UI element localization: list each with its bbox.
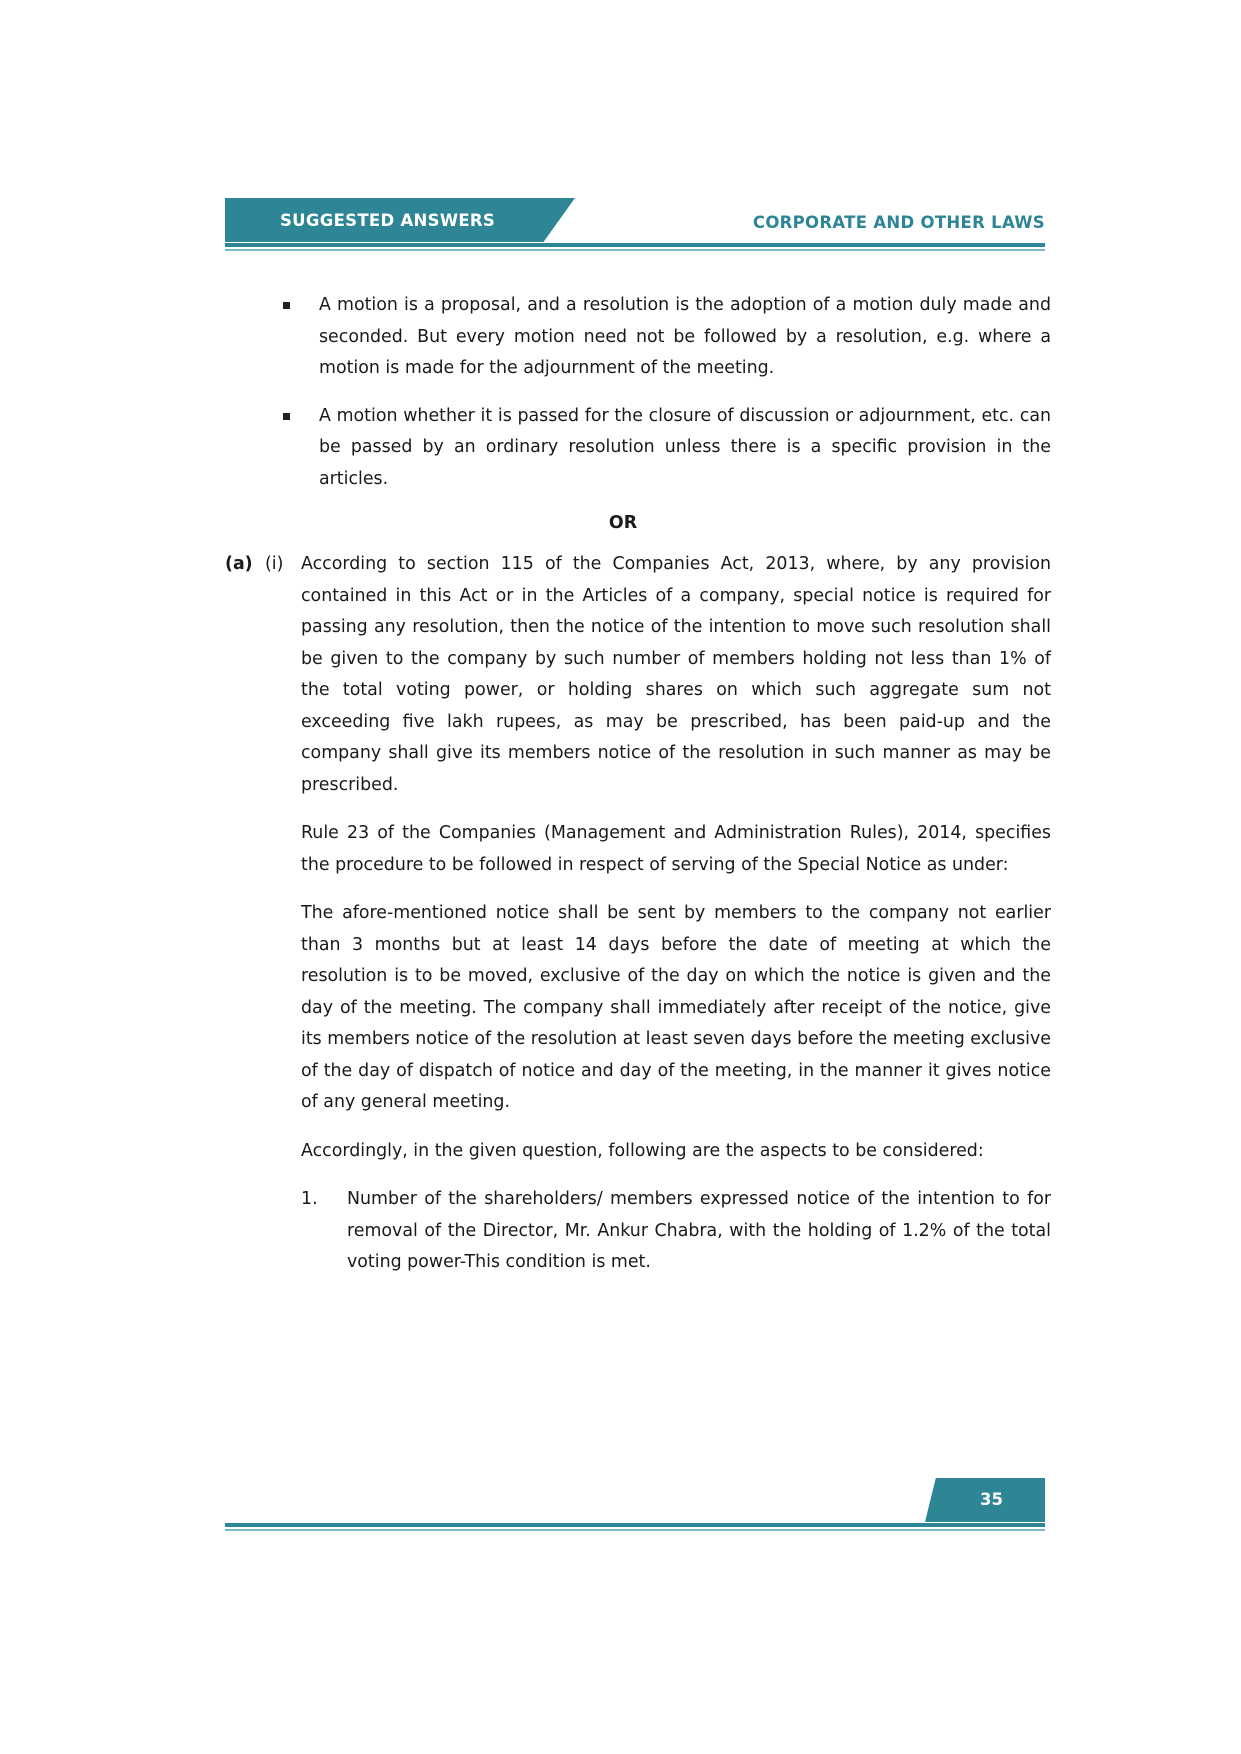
list-item-number: 1. [301, 1189, 318, 1209]
paragraph: The afore-mentioned notice shall be sent by members to the company not earlier than 3 months but at least 14 days before the date of meeting at which the resolution is to be moved, exclusive of the day on which the notice is given and the day of the meeting. The company shall immediately after receipt of the notice, give its members notice of the resolution at least seven days before the meeting exclusive of the day of dispatch of notice and day of the meeting, in the manner it gives notice of any general meeting. [301, 903, 1051, 1112]
square-bullet-icon [283, 413, 290, 420]
footer-divider-secondary [225, 1529, 1045, 1531]
list-item [225, 401, 1051, 496]
header-right-title: CORPORATE AND OTHER LAWS [752, 213, 1045, 232]
question-label-i: (i) [265, 554, 284, 574]
paragraph: According to section 115 of the Companies Act, 2013, where, by any provision contained in this Act or in the Articles of a company, special notice is required for passing any resolution, then the notice of the intention to move such resolution shall be given to the company by such number of members holding not less than 1% of the total voting power, or holding shares on which such aggregate sum not exceeding five lakh rupees, as may be prescribed, has been paid-up and the company shall give its members notice of the resolution in such manner as may be prescribed. [301, 554, 1051, 795]
question-block [225, 549, 1051, 1279]
list-item [225, 290, 1051, 385]
header-divider [225, 243, 1045, 247]
paragraph: Accordingly, in the given question, following are the aspects to be considered: [301, 1140, 984, 1161]
question-body [301, 549, 1051, 1279]
bullet-list [225, 290, 1051, 495]
page-header [225, 198, 1045, 253]
square-bullet-icon [283, 302, 290, 309]
question-label-a: (a) [225, 554, 253, 574]
list-item-text: Number of the shareholders/ members expressed notice of the intention to for removal of the Director, Mr. Ankur Chabra, with the holding of 1.2% of the total voting power-This condition is met. [347, 1189, 1051, 1272]
bullet-text: A motion whether it is passed for the closure of discussion or adjournment, etc. can be passed by an ordinary resolution unless there is a specific provision in the articles. [319, 405, 1051, 489]
page-number: 35 [980, 1490, 1003, 1509]
footer-divider [225, 1523, 1045, 1527]
or-separator-label: OR [608, 513, 638, 533]
numbered-list [301, 1184, 1051, 1279]
page-content [225, 290, 1051, 1295]
list-item [301, 1184, 1051, 1279]
page-footer [225, 1478, 1045, 1548]
paragraph: Rule 23 of the Companies (Management and Administration Rules), 2014, specifies the procedure to be followed in respect of serving of the Special Notice as under: [301, 823, 1051, 875]
header-left-title: SUGGESTED ANSWERS [280, 211, 496, 230]
header-divider-secondary [225, 249, 1045, 251]
bullet-text: A motion is a proposal, and a resolution is the adoption of a motion duly made and seconded. But every motion need not be followed by a resolution, e.g. where a motion is made for the adjournment of the meeting. [319, 295, 1051, 378]
